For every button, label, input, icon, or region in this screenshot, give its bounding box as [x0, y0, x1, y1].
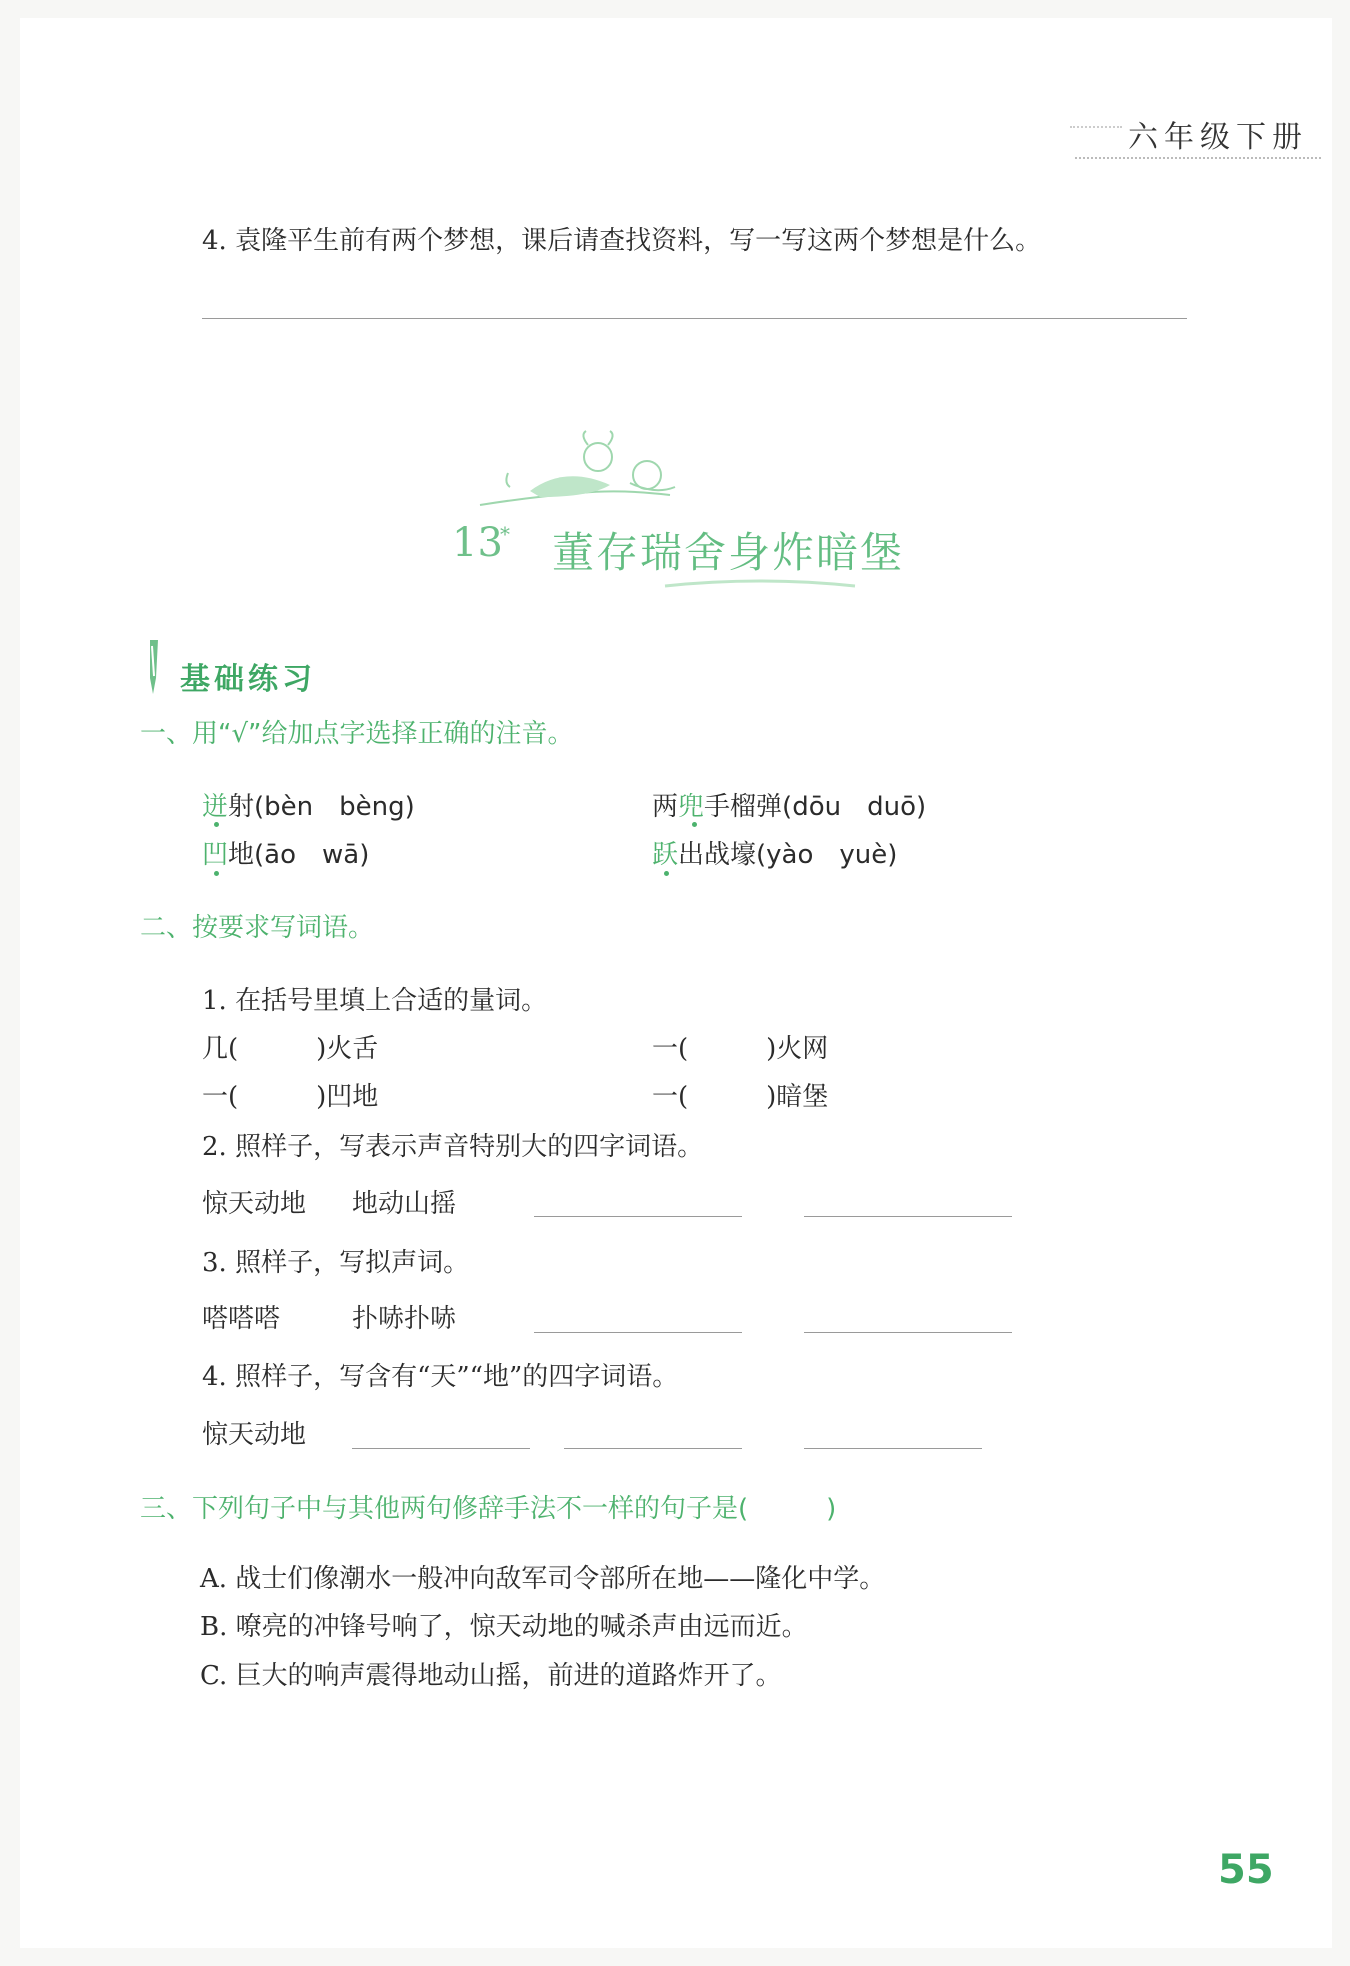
answer-line — [804, 1216, 1012, 1217]
page-number: 55 — [1218, 1847, 1274, 1893]
pinyin-item-1 — [202, 786, 415, 823]
answer-line — [534, 1216, 742, 1217]
answer-line — [804, 1332, 1012, 1333]
pinyin-item-3 — [202, 834, 369, 871]
dotted-char: 迸 — [202, 792, 229, 822]
measure-word-item: 一( )火网 — [652, 1034, 829, 1064]
emphasis-dot — [214, 822, 219, 827]
prev-question-text: 4. 袁隆平生前有两个梦想，课后请查找资料，写一写这两个梦想是什么。 — [202, 226, 1042, 256]
pinyin-options: (āo wā) — [254, 840, 370, 870]
lesson-title: 董存瑞舍身炸暗堡 — [552, 528, 905, 577]
q4-example: 惊天动地 — [202, 1420, 307, 1450]
part2-heading: 二、按要求写词语。 — [140, 913, 375, 943]
item-word: 出战壕 — [678, 840, 757, 870]
lesson-number: 13 — [452, 520, 503, 566]
part1-heading: 一、用“√”给加点字选择正确的注音。 — [140, 719, 574, 749]
option-a: A. 战士们像潮水一般冲向敌军司令部所在地——隆化中学。 — [200, 1564, 886, 1594]
answer-line — [564, 1448, 742, 1449]
answer-line — [202, 318, 1187, 319]
pencil-icon — [140, 636, 166, 702]
q2-example: 惊天动地 — [202, 1189, 307, 1219]
title-underline-icon — [660, 578, 860, 592]
pinyin-item-4 — [652, 834, 897, 871]
item-word: 射 — [228, 792, 255, 822]
emphasis-dot — [664, 871, 669, 876]
pinyin-options: (dōu duō) — [782, 792, 927, 822]
item-prefix: 两 — [652, 792, 679, 822]
header-dotted-rule-left — [1070, 126, 1122, 128]
answer-line — [534, 1332, 742, 1333]
q3-example: 嗒嗒嗒 — [202, 1304, 281, 1334]
q2-text: 2. 照样子，写表示声音特别大的四字词语。 — [202, 1132, 704, 1162]
children-illustration-icon — [470, 425, 700, 525]
header-dotted-rule — [1075, 157, 1321, 159]
q3-example: 扑哧扑哧 — [352, 1304, 457, 1334]
measure-word-item: 一( )暗堡 — [652, 1082, 829, 1112]
item-word: 地 — [228, 840, 255, 870]
option-c: C. 巨大的响声震得地动山摇，前进的道路炸开了。 — [200, 1661, 782, 1691]
q1-text: 1. 在括号里填上合适的量词。 — [202, 986, 548, 1016]
item-word: 手榴弹 — [704, 792, 783, 822]
emphasis-dot — [214, 871, 219, 876]
emphasis-dot — [692, 822, 697, 827]
lesson-star: * — [500, 522, 510, 546]
pinyin-item-2 — [652, 786, 926, 823]
q2-example: 地动山摇 — [352, 1189, 457, 1219]
dotted-char: 兜 — [678, 792, 705, 822]
pinyin-options: (yào yuè) — [756, 840, 898, 870]
q4-text: 4. 照样子，写含有“天”“地”的四字词语。 — [202, 1362, 679, 1392]
measure-word-item: 一( )凹地 — [202, 1082, 379, 1112]
part3-heading: 三、下列句子中与其他两句修辞手法不一样的句子是( ) — [140, 1494, 837, 1524]
grade-label: 六年级下册 — [1128, 120, 1308, 155]
section-label: 基础练习 — [180, 662, 316, 697]
dotted-char: 跃 — [652, 840, 679, 870]
q3-text: 3. 照样子，写拟声词。 — [202, 1248, 470, 1278]
answer-line — [804, 1448, 982, 1449]
pinyin-options: (bèn bèng) — [254, 792, 415, 822]
measure-word-item: 几( )火舌 — [202, 1034, 379, 1064]
option-b: B. 嘹亮的冲锋号响了，惊天动地的喊杀声由远而近。 — [200, 1612, 808, 1642]
answer-line — [352, 1448, 530, 1449]
dotted-char: 凹 — [202, 840, 229, 870]
